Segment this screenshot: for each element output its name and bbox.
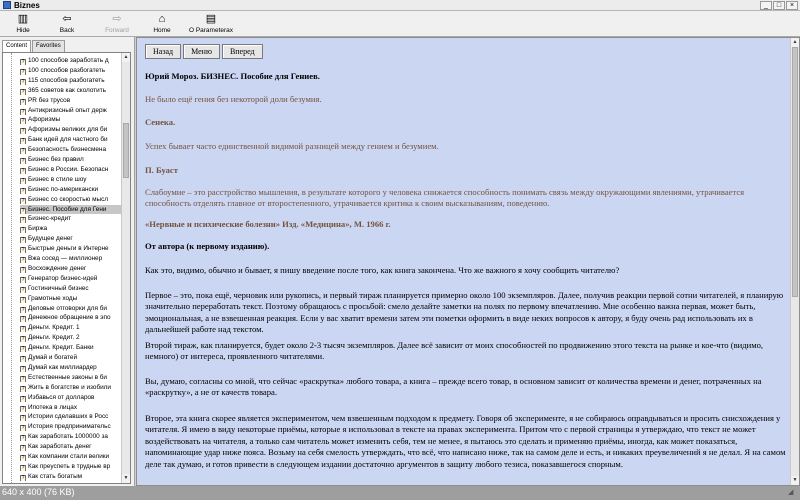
tree-item[interactable] bbox=[20, 76, 122, 85]
tree-item-label: Ипотека в лицах bbox=[28, 403, 78, 411]
help-page-icon: ? bbox=[21, 296, 25, 303]
article-paragraph: Второе, эта книга скорее является экспериментом, чем взвешенным подходом к предмету. Говоря об эксперименте, я не собираюсь оправдываться и просить снисхождения у читателя. Я имею в виду некоторые приёмы, которые я использовал в тексте на правах эксперимента. Притом что с первой страницы я утверждаю, что текст не может воздействовать на читателя, а только сам читатель может изменить себя, тем не менее, я пытаюсь это сделать и применяю приёмы, иногда, как может показаться, напоминающие удар ниже пояса. Возьму на себя смелость утверждать, что всё, что написано ниже, так на самом деле и есть, и никаких преувеличений я не делал. Я на самом деле так думаю, и готов привести в следующем издании достаточно аргументов в защиту любого тезиса, показавшегося спорным. bbox=[145, 413, 786, 469]
help-page-icon: ? bbox=[21, 286, 25, 293]
tab-content[interactable]: Content bbox=[2, 40, 31, 53]
article-paragraph: Сенека. bbox=[145, 117, 176, 127]
article-paragraph: Не было ещё гения без некоторой доли безумия. bbox=[145, 94, 322, 104]
tree-item-label: Будущее денег bbox=[28, 235, 73, 243]
help-page-icon: ? bbox=[21, 266, 25, 273]
help-page-icon: ? bbox=[21, 435, 25, 442]
tree-item[interactable] bbox=[20, 472, 122, 481]
help-page-icon: ? bbox=[21, 247, 25, 254]
tree-item-label: Грамотные ходы bbox=[28, 294, 78, 302]
tree-item-label: 115 способов разбогатеть bbox=[28, 76, 105, 84]
help-page-icon: ? bbox=[21, 138, 25, 145]
help-page-icon: ? bbox=[21, 385, 25, 392]
navigation-pane bbox=[0, 37, 135, 486]
app-icon bbox=[3, 1, 11, 9]
tree-item-label: Безопасность бизнесмена bbox=[28, 146, 107, 154]
help-page-icon: ? bbox=[21, 276, 25, 283]
tree-item[interactable] bbox=[20, 244, 122, 253]
tree-item-label: Естественные законы в би bbox=[28, 373, 107, 381]
article-paragraph: «Нервные и психические болезни» Изд. «Медицина», М. 1966 г. bbox=[145, 219, 391, 229]
tree-item-label: Биржа bbox=[28, 225, 48, 233]
tree-item-label: Как преуспеть в трудные вр bbox=[28, 462, 111, 470]
help-page-icon: ? bbox=[21, 68, 25, 75]
article-paragraph: Вы, думаю, согласны со мной, что сейчас «раскрутка» любого товара, а книга – прежде всего товар, в основном зависит от количества времени и денег, потраченных на «раскрутку», а не от качеств товара. bbox=[145, 376, 762, 398]
tree-item[interactable] bbox=[20, 66, 122, 75]
options-button[interactable] bbox=[186, 12, 236, 36]
article-paragraph: Второй тираж, как планируется, будет около 2-3 тысяч экземпляров. Далее всё зависит от моих способностей по продвижению этого текста на рынке и кое-что (видимо, немного) от интереса, проявленного читателями. bbox=[145, 340, 764, 362]
help-page-icon: ? bbox=[21, 336, 25, 343]
help-page-icon: ? bbox=[21, 177, 25, 184]
title-bar bbox=[0, 0, 800, 11]
help-page-icon: ? bbox=[21, 148, 25, 155]
help-page-icon: ? bbox=[21, 365, 25, 372]
tree-item-label: Деньги. Кредит. 2 bbox=[28, 334, 80, 342]
help-page-icon: ? bbox=[21, 59, 25, 65]
tree-item[interactable] bbox=[20, 125, 122, 134]
tree-item-label: Гостиничный бизнес bbox=[28, 284, 89, 292]
help-page-icon: ? bbox=[21, 375, 25, 382]
tree-item[interactable] bbox=[20, 343, 122, 352]
help-page-icon: ? bbox=[21, 88, 25, 95]
help-page-icon: ? bbox=[21, 455, 25, 461]
toolbar bbox=[0, 11, 800, 37]
tree-item-label: Как компании стали велики bbox=[28, 453, 110, 460]
tree-item-label: Как стать богатым bbox=[28, 472, 83, 480]
tree-item[interactable] bbox=[20, 195, 122, 204]
resize-grip-icon[interactable]: ◢ bbox=[788, 489, 794, 496]
tree-item[interactable] bbox=[20, 403, 122, 412]
tree-item-label: Афоризмы великих для би bbox=[28, 126, 108, 134]
tree-item[interactable] bbox=[20, 254, 122, 263]
status-bar bbox=[0, 486, 800, 500]
options-label: O Parameterax bbox=[188, 27, 234, 34]
tree-item[interactable] bbox=[20, 442, 122, 451]
tree-item-label: Деньги. Кредит. Банки bbox=[28, 344, 94, 352]
tree-item-label: История предпринимательс bbox=[28, 423, 111, 431]
help-page-icon: ? bbox=[21, 207, 25, 214]
scroll-down-icon[interactable]: ▼ bbox=[792, 477, 798, 483]
tree-item[interactable] bbox=[20, 393, 122, 402]
tree-item[interactable] bbox=[20, 304, 122, 313]
scroll-thumb[interactable] bbox=[792, 47, 798, 297]
tree-item-label: Как заработать денег bbox=[28, 443, 92, 451]
scroll-down-icon[interactable]: ▼ bbox=[123, 475, 129, 481]
tree-item-label: Быстрые деньги в Интерне bbox=[28, 245, 109, 253]
tree-item[interactable] bbox=[20, 432, 122, 441]
tree-item[interactable] bbox=[20, 274, 122, 283]
tree-item-label: Жить в богатстве и изобили bbox=[28, 383, 111, 391]
tree-item-label: Антикризисный опыт держ bbox=[28, 106, 107, 114]
tree-item-label: Восхождение денег bbox=[28, 264, 87, 272]
hide-button[interactable] bbox=[3, 12, 43, 36]
help-page-icon: ? bbox=[21, 158, 25, 164]
home-icon: ⌂ bbox=[158, 13, 166, 25]
tree-item-label: Бизнес со скоростью мысл bbox=[28, 195, 109, 203]
tree-item-label: Бизнес. Пособие для Гени bbox=[28, 205, 107, 213]
tree-item[interactable] bbox=[20, 205, 122, 214]
hide-pane-icon: ▥ bbox=[17, 13, 29, 25]
article-paragraph: Первое – это, пока ещё, черновик или рукопись, и первый тираж планируется примерно около 100 экземпляров. Далее, получив реакции первой сотни читателей, я планирую значительно переработать текст. Поэтому обращаюсь с просьбой: смело делайте заметки на полях по первому впечатлению. Мне особенно важна первая, может быть, эмоциональная, а не взвешенная реакция. Если у вас хватит времени затем эти пометки оформить в виде неких вопросов к автору, я буду очень рад использовать их в дальнейшей работе над текстом. bbox=[145, 290, 784, 335]
help-page-icon: ? bbox=[21, 346, 25, 353]
help-page-icon: ? bbox=[21, 128, 25, 135]
options-icon: ▤ bbox=[205, 13, 217, 25]
tree-item[interactable] bbox=[20, 422, 122, 431]
help-page-icon: ? bbox=[21, 306, 25, 313]
help-page-icon: ? bbox=[21, 445, 25, 452]
scroll-up-icon[interactable]: ▲ bbox=[123, 54, 129, 60]
help-page-icon: ? bbox=[21, 356, 25, 362]
tree-item[interactable] bbox=[20, 412, 122, 421]
tree-item[interactable] bbox=[20, 353, 122, 362]
tree-item[interactable] bbox=[20, 294, 122, 303]
tree-item-label: Истории сделавших в Росс bbox=[28, 413, 109, 421]
tree-item-label: 100 способов заработать д bbox=[28, 57, 109, 64]
tree-item[interactable] bbox=[20, 86, 122, 95]
article-paragraph: Слабоумие – это расстройство мышления, в результате которого у человека снижается способность понимать связь между окружающими явлениями, утрачивается способность отделять главное от второстепенного, утрачивается критика к своим высказываниям, поведению. bbox=[145, 187, 745, 209]
hide-label: Hide bbox=[16, 27, 30, 34]
tree-item-label: Думай и богатей bbox=[28, 354, 78, 361]
article-paragraph: П. Буаст bbox=[145, 165, 178, 175]
tree-item[interactable] bbox=[20, 165, 122, 174]
tree-item[interactable] bbox=[20, 175, 122, 184]
tree-item[interactable] bbox=[20, 234, 122, 243]
tree-scrollbar[interactable] bbox=[121, 53, 130, 483]
forward-label: Forward bbox=[105, 27, 129, 34]
home-button[interactable] bbox=[142, 12, 182, 36]
forward-button[interactable] bbox=[97, 12, 137, 36]
help-page-icon: ? bbox=[21, 395, 25, 402]
tree-item[interactable] bbox=[20, 224, 122, 233]
help-page-icon: ? bbox=[21, 326, 25, 333]
tree-item[interactable] bbox=[20, 145, 122, 154]
nav-back-button[interactable]: Назад bbox=[145, 44, 181, 59]
tree-item[interactable] bbox=[20, 452, 122, 461]
tree-item-label: Как заработать 1000000 за bbox=[28, 433, 108, 441]
help-page-icon: ? bbox=[21, 167, 25, 174]
help-page-icon: ? bbox=[21, 98, 25, 105]
tree-item[interactable] bbox=[20, 106, 122, 115]
tree-item-label: Бизнес по-американски bbox=[28, 185, 99, 193]
scroll-thumb[interactable] bbox=[123, 123, 129, 178]
tree-item[interactable] bbox=[20, 56, 122, 65]
tree-item[interactable] bbox=[20, 185, 122, 194]
tree-item-label: Деньги. Кредит. 1 bbox=[28, 324, 80, 332]
tree-item-label: 365 советов как сколотить bbox=[28, 86, 107, 94]
help-page-icon: ? bbox=[21, 425, 25, 432]
help-page-icon: ? bbox=[21, 415, 25, 422]
tree-item[interactable] bbox=[20, 284, 122, 293]
help-page-icon: ? bbox=[21, 118, 25, 125]
tree-item-label: Избавься от долларов bbox=[28, 393, 95, 401]
help-page-icon: ? bbox=[21, 257, 25, 263]
tab-favorites[interactable]: Favorites bbox=[32, 40, 65, 52]
back-label: Back bbox=[59, 27, 75, 34]
maximize-button[interactable]: □ bbox=[773, 1, 785, 10]
tree-item[interactable] bbox=[20, 155, 122, 164]
help-page-icon: ? bbox=[21, 217, 25, 224]
tree-item[interactable] bbox=[20, 363, 122, 372]
help-page-icon: ? bbox=[21, 474, 25, 481]
help-page-icon: ? bbox=[21, 237, 25, 244]
tree-item[interactable] bbox=[20, 313, 122, 322]
tree-item-label: Генератор бизнес-идей bbox=[28, 274, 98, 282]
pane-tabs bbox=[2, 40, 66, 52]
tree-item[interactable] bbox=[20, 214, 122, 223]
help-page-icon: ? bbox=[21, 197, 25, 204]
tree-item[interactable] bbox=[20, 462, 122, 471]
article-paragraph: Успех бывает часто единственной видимой разницей между гением и безумием. bbox=[145, 141, 439, 151]
window-controls bbox=[760, 1, 798, 10]
contents-tree bbox=[2, 52, 131, 484]
tree-item[interactable] bbox=[20, 323, 122, 332]
help-page-icon: ? bbox=[21, 405, 25, 412]
back-button[interactable] bbox=[47, 12, 87, 36]
help-page-icon: ? bbox=[21, 464, 25, 471]
article-paragraph: От автора (к первому изданию). bbox=[145, 241, 270, 251]
tree-item-label: Банк идей для частного би bbox=[28, 136, 108, 144]
tree-item-label: Бизнес в России. Безопасн bbox=[28, 165, 109, 173]
tree-item-label: Бизнес в стиле шоу bbox=[28, 175, 87, 183]
content-pane bbox=[136, 37, 800, 486]
minimize-button[interactable]: _ bbox=[760, 1, 772, 10]
tree-item-label: 100 способов разбогатеть bbox=[28, 66, 106, 74]
help-page-icon: ? bbox=[21, 227, 25, 234]
close-button[interactable]: × bbox=[786, 1, 798, 10]
tree-item-label: Бизнес-кредит bbox=[28, 215, 72, 223]
tree-item-label: Деловые отговорки для би bbox=[28, 304, 107, 312]
article-title: Юрий Мороз. БИЗНЕС. Пособие для Гениев. bbox=[145, 71, 320, 81]
content-scrollbar[interactable] bbox=[790, 38, 799, 485]
tree-item[interactable] bbox=[20, 373, 122, 382]
tree-item[interactable] bbox=[20, 115, 122, 124]
tree-item-label: Денежное обращение в эпо bbox=[28, 314, 111, 322]
tree-item-label: Афоризмы bbox=[28, 116, 61, 124]
tree-item-label: Думай как миллиардер bbox=[28, 363, 97, 371]
tree-item-label: PR без трусов bbox=[28, 96, 71, 104]
tree-item-label: Бизнес без правил bbox=[28, 156, 84, 163]
help-page-icon: ? bbox=[21, 316, 25, 323]
page-nav bbox=[145, 44, 263, 59]
tree-item[interactable] bbox=[20, 333, 122, 342]
back-arrow-icon: ⇦ bbox=[62, 13, 72, 25]
home-label: Home bbox=[153, 27, 171, 34]
tree-item[interactable] bbox=[20, 264, 122, 273]
scroll-up-icon[interactable]: ▲ bbox=[792, 39, 798, 45]
tree-item[interactable] bbox=[20, 135, 122, 144]
help-page-icon: ? bbox=[21, 108, 25, 115]
help-page-icon: ? bbox=[21, 78, 25, 85]
nav-forward-button[interactable]: Вперед bbox=[222, 44, 263, 59]
nav-menu-button[interactable]: Меню bbox=[183, 44, 220, 59]
tree-item[interactable] bbox=[20, 96, 122, 105]
article-paragraph: Как это, видимо, обычно и бывает, я пишу введение после того, как книга закончена. Что же важного я хочу сообщить читателю? bbox=[145, 265, 620, 275]
tree-connector bbox=[11, 53, 12, 484]
help-page-icon: ? bbox=[21, 187, 25, 194]
tree-item[interactable] bbox=[20, 383, 122, 392]
window-title: Biznes bbox=[14, 0, 40, 10]
image-info: 640 x 400 (76 KB) bbox=[2, 487, 75, 497]
tree-item-label: Вжа сосед — миллионер bbox=[28, 255, 103, 262]
forward-arrow-icon: ⇨ bbox=[112, 13, 122, 25]
